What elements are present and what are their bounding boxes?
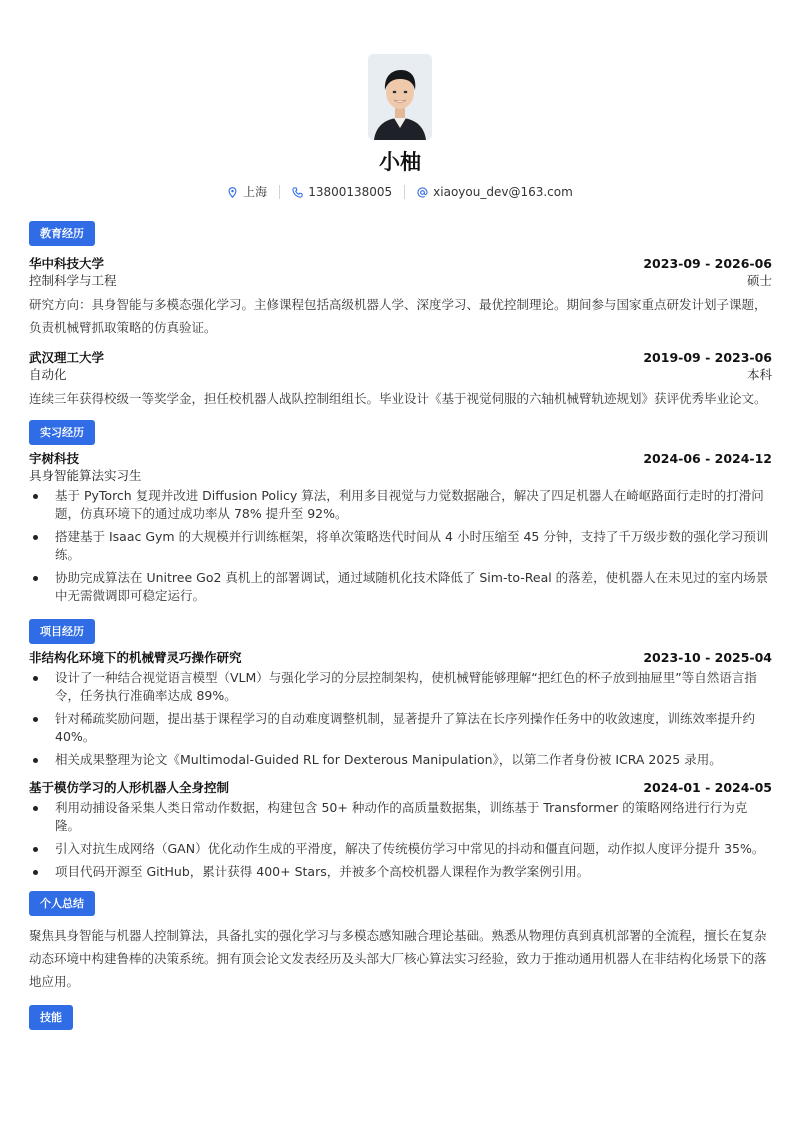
summary-section — [29, 891, 772, 993]
degree: 硕士 — [746, 273, 772, 288]
project-name: 基于模仿学习的人形机器人全身控制 — [29, 780, 230, 795]
internship-entry — [29, 450, 772, 605]
list-item: 针对稀疏奖励问题，提出基于课程学习的自动难度调整机制，显著提升了算法在长序列操作任务中的收敛速度，训练效率提升约 40%。 — [29, 710, 772, 746]
company-name: 宇树科技 — [29, 451, 80, 466]
entry-date: 2023-09 - 2026-06 — [643, 256, 772, 271]
projects-section — [29, 619, 772, 881]
degree: 本科 — [746, 367, 772, 382]
list-item: 项目代码开源至 GitHub，累计获得 400+ Stars，并被多个高校机器人课程作为教学案例引用。 — [29, 863, 772, 881]
section-title-skills: 技能 — [29, 1005, 73, 1030]
at-sign-icon — [417, 187, 428, 198]
education-entry — [29, 349, 772, 410]
job-role: 具身智能算法实习生 — [29, 468, 142, 483]
contact-divider — [279, 185, 280, 199]
entry-date: 2023-10 - 2025-04 — [643, 650, 772, 665]
list-item: 相关成果整理为论文《Multimodal-Guided RL for Dexterous Manipulation》，以第二作者身份被 ICRA 2025 录用。 — [29, 751, 772, 769]
project-entry — [29, 649, 772, 769]
section-title-summary: 个人总结 — [29, 891, 95, 916]
education-entry — [29, 255, 772, 339]
project-entry — [29, 779, 772, 881]
section-title-education: 教育经历 — [29, 221, 95, 246]
list-item: 设计了一种结合视觉语言模型（VLM）与强化学习的分层控制架构，使机械臂能够理解“把红色的杯子放到抽屉里”等自然语言指令，任务执行准确率达成 89%。 — [29, 669, 772, 705]
contact-phone — [292, 184, 392, 200]
location-text: 上海 — [243, 185, 268, 199]
avatar-photo — [368, 54, 432, 140]
major: 控制科学与工程 — [29, 273, 117, 288]
resume-content — [29, 221, 772, 1030]
bullet-list — [29, 669, 772, 769]
contact-email[interactable] — [417, 184, 573, 200]
project-name: 非结构化环境下的机械臂灵巧操作研究 — [29, 650, 242, 665]
school-name: 华中科技大学 — [29, 256, 105, 271]
section-title-internship: 实习经历 — [29, 420, 95, 445]
section-title-projects: 项目经历 — [29, 619, 95, 644]
summary-text: 聚焦具身智能与机器人控制算法，具备扎实的强化学习与多模态感知融合理论基础。熟悉从物理仿真到真机部署的全流程，擅长在复杂动态环境中构建鲁棒的决策系统。拥有顶会论文发表经历及头部大厂核心算法实习经验，致力于推动通用机器人在非结构化场景下的落地应用。 — [29, 928, 767, 989]
candidate-name: 小柚 — [379, 150, 421, 174]
list-item: 基于 PyTorch 复现并改进 Diffusion Policy 算法，利用多目视觉与力觉数据融合，解决了四足机器人在崎岖路面行走时的打滑问题，仿真环境下的通过成功率从 78% 提升至 92%。 — [29, 487, 772, 523]
bullet-list — [29, 799, 772, 881]
list-item: 引入对抗生成网络（GAN）优化动作生成的平滑度，解决了传统模仿学习中常见的抖动和僵直问题，动作拟人度评分提升 35%。 — [29, 840, 772, 858]
location-pin-icon — [227, 187, 238, 198]
education-description: 连续三年获得校级一等奖学金，担任校机器人战队控制组组长。毕业设计《基于视觉伺服的六轴机械臂轨迹规划》获评优秀毕业论文。 — [29, 391, 767, 406]
bullet-list — [29, 487, 772, 605]
phone-text: 13800138005 — [308, 185, 393, 199]
education-section — [29, 221, 772, 410]
education-description: 研究方向：具身智能与多模态强化学习。主修课程包括高级机器人学、深度学习、最优控制理论。期间参与国家重点研发计划子课题，负责机械臂抓取策略的仿真验证。 — [29, 297, 767, 335]
skills-section — [29, 1005, 772, 1030]
internship-section — [29, 420, 772, 605]
resume-header — [0, 54, 800, 200]
entry-date: 2019-09 - 2023-06 — [643, 350, 772, 365]
major: 自动化 — [29, 367, 67, 382]
contact-info — [0, 184, 800, 200]
list-item: 利用动捕设备采集人类日常动作数据，构建包含 50+ 种动作的高质量数据集，训练基于 Transformer 的策略网络进行行为克隆。 — [29, 799, 772, 835]
phone-icon — [292, 187, 303, 198]
list-item: 搭建基于 Isaac Gym 的大规模并行训练框架，将单次策略迭代时间从 4 小时压缩至 45 分钟，支持了千万级步数的强化学习预训练。 — [29, 528, 772, 564]
avatar — [368, 54, 432, 140]
entry-date: 2024-01 - 2024-05 — [643, 780, 772, 795]
list-item: 协助完成算法在 Unitree Go2 真机上的部署调试，通过域随机化技术降低了 Sim-to-Real 的落差，使机器人在未见过的室内场景中无需微调即可稳定运行。 — [29, 569, 772, 605]
school-name: 武汉理工大学 — [29, 350, 105, 365]
entry-date: 2024-06 - 2024-12 — [643, 451, 772, 466]
email-text[interactable]: xiaoyou_dev@163.com — [433, 185, 573, 199]
contact-divider — [404, 185, 405, 199]
contact-location — [227, 184, 267, 200]
